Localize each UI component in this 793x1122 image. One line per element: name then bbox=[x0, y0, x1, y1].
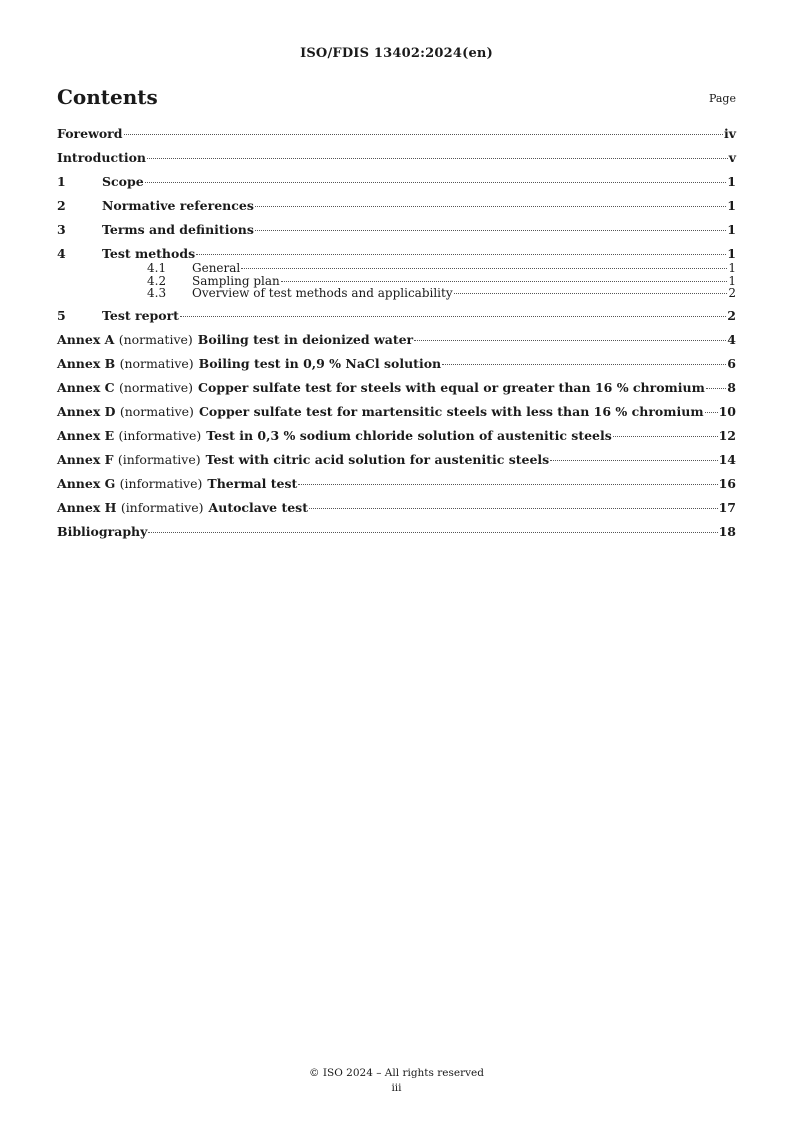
toc-entry-title: Copper sulfate test for martensitic steels with less than 16 % chromium bbox=[198, 403, 704, 419]
toc-entry-annex-f[interactable] bbox=[57, 452, 736, 468]
toc-entry-page: 1 bbox=[728, 261, 736, 275]
toc-entry-title: Boiling test in deionized water bbox=[197, 331, 414, 347]
document-header: ISO/FDIS 13402:2024(en) bbox=[300, 46, 493, 61]
dot-leader bbox=[613, 436, 718, 437]
annex-type: (informative) bbox=[118, 427, 202, 443]
dot-leader bbox=[442, 364, 726, 365]
toc-entry-title: Thermal test bbox=[207, 475, 298, 491]
toc-entry-page: 16 bbox=[718, 475, 736, 491]
toc-entry-annex-e[interactable] bbox=[57, 428, 736, 444]
dot-leader bbox=[281, 281, 728, 282]
annex-type: (informative) bbox=[119, 475, 203, 491]
annex-label: Annex F bbox=[57, 451, 114, 467]
toc-entry-page: 6 bbox=[727, 355, 736, 371]
toc-entry-number: 2 bbox=[57, 198, 66, 213]
toc-entry-page: 8 bbox=[727, 379, 736, 395]
toc-entry-title: Test report bbox=[102, 307, 179, 323]
toc-entry-title: Test methods bbox=[102, 246, 196, 261]
annex-type: (normative) bbox=[119, 355, 194, 371]
annex-label: Annex D bbox=[57, 403, 116, 419]
toc-entry-page: 14 bbox=[718, 451, 736, 467]
toc-entry-page: 1 bbox=[727, 174, 736, 189]
toc-entry-page: 4 bbox=[727, 331, 736, 347]
contents-title: Contents bbox=[57, 85, 158, 109]
toc-entry-page: 17 bbox=[718, 499, 736, 515]
annex-label: Annex A bbox=[57, 331, 115, 347]
dot-leader bbox=[124, 134, 723, 135]
page-number: iii bbox=[391, 1082, 402, 1094]
toc-entry-number: 1 bbox=[57, 174, 66, 189]
toc-entry-annex-d[interactable] bbox=[57, 404, 736, 420]
toc-entry-subclause-4-3[interactable] bbox=[57, 287, 736, 300]
toc-entry-title: Foreword bbox=[57, 126, 123, 141]
annex-label: Annex B bbox=[57, 355, 116, 371]
toc-entry-page: 12 bbox=[718, 427, 736, 443]
annex-label: Annex C bbox=[57, 379, 115, 395]
toc-entry-title: Autoclave test bbox=[208, 499, 308, 515]
toc-entry-number: 4.1 bbox=[147, 261, 167, 275]
page-footer bbox=[0, 1066, 793, 1096]
toc-entry-number: 3 bbox=[57, 222, 66, 237]
dot-leader bbox=[309, 508, 718, 509]
toc-entry-title: Test with citric acid solution for austenitic steels bbox=[205, 451, 550, 467]
toc-entry-annex-g[interactable] bbox=[57, 476, 736, 492]
toc-entry-page: 1 bbox=[727, 246, 736, 261]
toc-entry-number: 4.3 bbox=[147, 286, 167, 300]
toc-entry-clause-3[interactable] bbox=[57, 222, 736, 238]
dot-leader bbox=[550, 460, 717, 461]
annex-type: (normative) bbox=[118, 379, 194, 395]
toc-entry-title: Introduction bbox=[57, 150, 147, 165]
dot-leader bbox=[454, 293, 728, 294]
dot-leader bbox=[705, 412, 718, 413]
toc-entry-page: 18 bbox=[718, 523, 736, 539]
page-column-label: Page bbox=[708, 92, 736, 105]
annex-type: (informative) bbox=[117, 451, 201, 467]
toc-entry-title: Scope bbox=[102, 174, 144, 189]
toc-entry-bibliography[interactable] bbox=[57, 524, 736, 540]
toc-entry-annex-h[interactable] bbox=[57, 500, 736, 516]
toc-entry-page: iv bbox=[723, 126, 736, 141]
dot-leader bbox=[706, 388, 726, 389]
annex-type: (informative) bbox=[120, 499, 204, 515]
toc-entry-number: 4.2 bbox=[147, 273, 167, 288]
table-of-contents bbox=[57, 126, 736, 540]
toc-entry-page: 10 bbox=[718, 403, 736, 419]
toc-entry-page: 1 bbox=[728, 273, 736, 288]
toc-entry-number: 5 bbox=[57, 307, 66, 323]
toc-entry-subclause-4-1[interactable] bbox=[57, 262, 736, 275]
toc-entry-clause-5[interactable] bbox=[57, 308, 736, 324]
dot-leader bbox=[148, 532, 717, 533]
toc-entry-number: 4 bbox=[57, 246, 66, 261]
dot-leader bbox=[255, 206, 726, 207]
toc-entry-introduction[interactable] bbox=[57, 150, 736, 166]
toc-entry-page: 1 bbox=[727, 198, 736, 213]
toc-entry-title: Copper sulfate test for steels with equal or greater than 16 % chromium bbox=[198, 379, 705, 395]
annex-label: Annex E bbox=[57, 427, 115, 443]
toc-entry-title: Terms and definitions bbox=[102, 222, 254, 237]
toc-entry-page: 2 bbox=[727, 307, 736, 323]
toc-entry-title: Boiling test in 0,9 % NaCl solution bbox=[198, 355, 442, 371]
annex-label: Annex H bbox=[57, 499, 117, 515]
toc-entry-page: 1 bbox=[727, 222, 736, 237]
toc-entry-title: Test in 0,3 % sodium chloride solution of austenitic steels bbox=[206, 427, 612, 443]
dot-leader bbox=[145, 182, 727, 183]
toc-entry-page: 2 bbox=[728, 286, 736, 300]
annex-type: (normative) bbox=[119, 403, 194, 419]
toc-entry-title: Overview of test methods and applicability bbox=[192, 286, 453, 300]
toc-entry-title: General bbox=[192, 261, 241, 275]
dot-leader bbox=[180, 316, 726, 317]
dot-leader bbox=[255, 230, 726, 231]
annex-type: (normative) bbox=[118, 331, 193, 347]
toc-entry-page: v bbox=[728, 150, 736, 165]
toc-entry-clause-4[interactable] bbox=[57, 246, 736, 262]
toc-entry-clause-1[interactable] bbox=[57, 174, 736, 190]
dot-leader bbox=[298, 484, 717, 485]
toc-entry-annex-a[interactable] bbox=[57, 332, 736, 348]
copyright-notice: © ISO 2024 – All rights reserved bbox=[309, 1067, 484, 1079]
toc-entry-clause-2[interactable] bbox=[57, 198, 736, 214]
dot-leader bbox=[241, 268, 727, 269]
toc-entry-foreword[interactable] bbox=[57, 126, 736, 142]
dot-leader bbox=[414, 340, 726, 341]
dot-leader bbox=[147, 158, 728, 159]
toc-entry-annex-b[interactable] bbox=[57, 356, 736, 372]
toc-entry-title: Bibliography bbox=[57, 523, 148, 539]
annex-label: Annex G bbox=[57, 475, 116, 491]
toc-entry-annex-c[interactable] bbox=[57, 380, 736, 396]
dot-leader bbox=[196, 254, 726, 255]
toc-entry-title: Sampling plan bbox=[192, 273, 280, 288]
toc-entry-title: Normative references bbox=[102, 198, 254, 213]
